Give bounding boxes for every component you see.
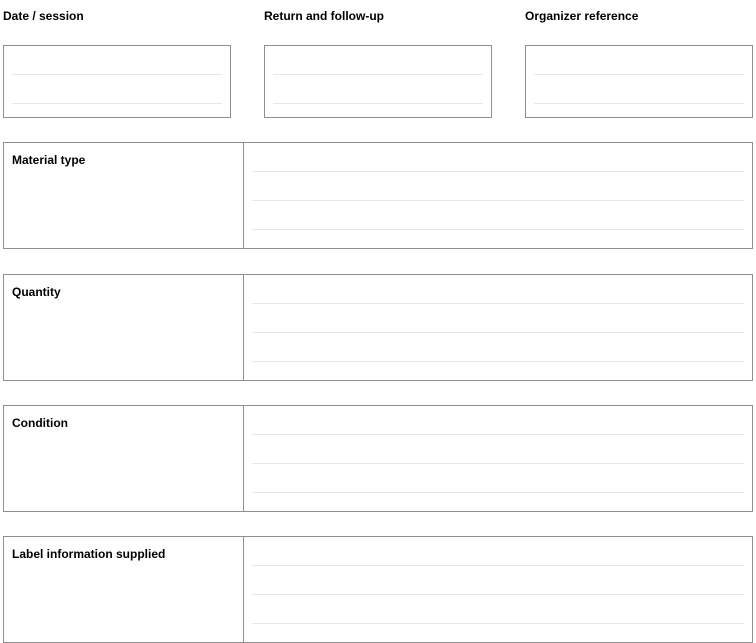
quantity-section <box>3 274 753 381</box>
label-information-section <box>3 536 753 643</box>
material-type-label: Material type <box>12 153 86 167</box>
writing-line <box>252 463 744 464</box>
material-type-input[interactable] <box>244 143 752 248</box>
writing-line <box>12 103 222 104</box>
writing-line <box>252 623 744 624</box>
writing-line <box>252 229 744 230</box>
writing-line <box>252 361 744 362</box>
writing-line <box>252 303 744 304</box>
label-information-label-cell <box>4 537 244 642</box>
writing-line <box>273 103 483 104</box>
writing-line <box>252 492 744 493</box>
writing-line <box>252 171 744 172</box>
writing-line <box>252 434 744 435</box>
condition-label: Condition <box>12 416 68 430</box>
writing-line <box>252 594 744 595</box>
condition-input[interactable] <box>244 406 752 511</box>
quantity-input[interactable] <box>244 275 752 380</box>
organizer-reference-label: Organizer reference <box>525 9 639 23</box>
writing-line <box>252 332 744 333</box>
return-follow-up-input[interactable] <box>264 45 492 118</box>
writing-line <box>273 74 483 75</box>
writing-line <box>252 565 744 566</box>
quantity-label: Quantity <box>12 285 61 299</box>
material-type-section <box>3 142 753 249</box>
writing-line <box>534 103 744 104</box>
label-information-input[interactable] <box>244 537 752 642</box>
material-type-label-cell <box>4 143 244 248</box>
organizer-reference-input[interactable] <box>525 45 753 118</box>
writing-line <box>534 74 744 75</box>
return-follow-up-label: Return and follow-up <box>264 9 384 23</box>
condition-label-cell <box>4 406 244 511</box>
writing-line <box>12 74 222 75</box>
date-session-label: Date / session <box>3 9 84 23</box>
writing-line <box>252 200 744 201</box>
condition-section <box>3 405 753 512</box>
quantity-label-cell <box>4 275 244 380</box>
date-session-input[interactable] <box>3 45 231 118</box>
label-information-label: Label information supplied <box>12 547 166 561</box>
